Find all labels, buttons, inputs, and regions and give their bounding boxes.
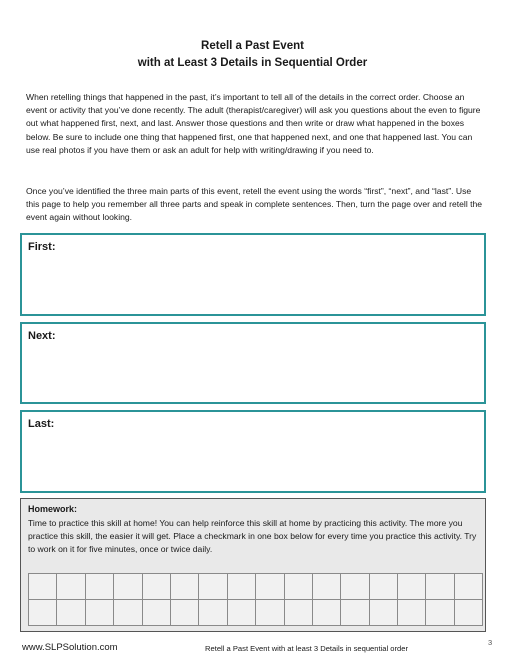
checkmark-box[interactable]: [143, 600, 171, 626]
checkmark-box[interactable]: [426, 600, 454, 626]
checkmark-box[interactable]: [143, 574, 171, 600]
checkmark-box[interactable]: [228, 574, 256, 600]
intro-paragraph: When retelling things that happened in the past, it’s important to tell all of the details in the correct order. Choose an event or activity that you’ve done recently. The adult (therapist/caregiver) will ask you questions about the even to figure out what happened first, next, and last. Answer those questions and then write or draw what happened in the boxes below. Be sure to include one thing that happened first, one that happened next, and one that happened last. You can use real photos if you have them or ask an adult for help with writing/drawing if you need to.: [26, 92, 481, 155]
checkmark-box[interactable]: [86, 574, 114, 600]
checkmark-box[interactable]: [256, 574, 284, 600]
homework-text: Time to practice this skill at home! You can help reinforce this skill at home by practicing this activity. The more you practice this skill, the easier it will get. Place a checkmark in one box below for every time you practice this activity. Try to work on it for five minutes, once or twice daily.: [28, 518, 477, 555]
checkmark-box[interactable]: [171, 574, 199, 600]
checkmark-box[interactable]: [228, 600, 256, 626]
worksheet-title-line-2: with at Least 3 Details in Sequential Order: [137, 57, 368, 69]
first-label: First:: [28, 241, 56, 253]
next-label: Next:: [28, 330, 56, 342]
first-box[interactable]: [20, 233, 486, 316]
instructions-paragraph: Once you’ve identified the three main parts of this event, retell the event using the words “first”, “next”, and “last”. Use this page to help you remember all three parts and speak in complete sentences. Then, turn the page over and retell the event again without looking.: [26, 186, 483, 223]
homework-heading: Homework:: [28, 504, 78, 514]
last-label: Last:: [28, 418, 55, 430]
homework-section: [20, 498, 486, 632]
checkmark-box[interactable]: [313, 574, 341, 600]
checkmark-box[interactable]: [370, 600, 398, 626]
page-number: 3: [488, 638, 493, 647]
checkmark-box[interactable]: [455, 600, 483, 626]
checkmark-box[interactable]: [256, 600, 284, 626]
checkmark-box[interactable]: [426, 574, 454, 600]
checkmark-box[interactable]: [114, 574, 142, 600]
checkmark-box[interactable]: [341, 574, 369, 600]
last-box[interactable]: [20, 410, 486, 493]
checkmark-box[interactable]: [285, 600, 313, 626]
footer-website: www.SLPSolution.com: [22, 642, 118, 653]
next-box[interactable]: [20, 322, 486, 404]
checkmark-box[interactable]: [171, 600, 199, 626]
worksheet-title-line-1: Retell a Past Event: [201, 40, 304, 52]
checkmark-box[interactable]: [29, 600, 57, 626]
checkmark-box[interactable]: [285, 574, 313, 600]
checkmark-box[interactable]: [341, 600, 369, 626]
checkmark-grid: [28, 573, 483, 626]
checkmark-box[interactable]: [455, 574, 483, 600]
checkmark-box[interactable]: [370, 574, 398, 600]
checkmark-box[interactable]: [29, 574, 57, 600]
footer-caption: Retell a Past Event with at least 3 Details in sequential order: [205, 644, 409, 653]
checkmark-box[interactable]: [114, 600, 142, 626]
checkmark-box[interactable]: [398, 574, 426, 600]
checkmark-box[interactable]: [57, 574, 85, 600]
checkmark-box[interactable]: [86, 600, 114, 626]
checkmark-box[interactable]: [199, 574, 227, 600]
checkmark-box[interactable]: [398, 600, 426, 626]
checkmark-box[interactable]: [57, 600, 85, 626]
checkmark-box[interactable]: [313, 600, 341, 626]
checkmark-box[interactable]: [199, 600, 227, 626]
